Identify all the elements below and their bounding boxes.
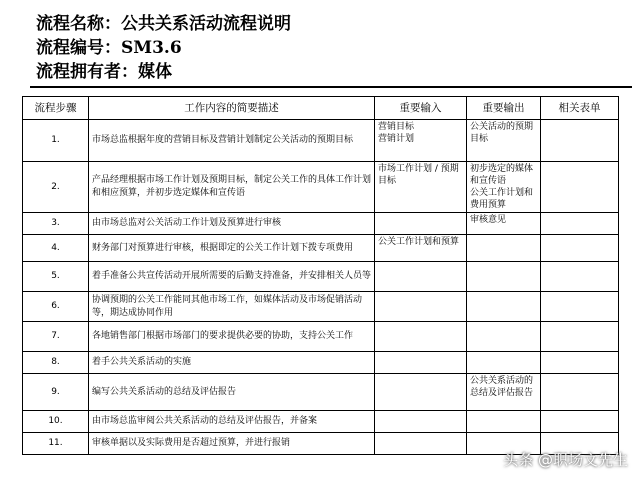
step-forms [541, 262, 619, 292]
step-forms [541, 162, 619, 213]
process-name: 流程名称：公共关系活动流程说明 [36, 14, 291, 34]
step-inputs [375, 411, 467, 433]
output-item: 公关活动的预期目标 [470, 122, 534, 144]
step-number: 8. [23, 352, 89, 374]
step-forms [541, 235, 619, 262]
step-number: 10. [23, 411, 89, 433]
step-outputs [467, 262, 541, 292]
table-row [23, 411, 619, 433]
step-description: 由市场总监审阅公共关系活动的总结及评估报告，并备案 [89, 411, 375, 433]
col-header-forms: 相关表单 [541, 97, 619, 120]
step-inputs [375, 120, 467, 162]
step-description: 由市场总监对公关活动工作计划及预算进行审核 [89, 213, 375, 235]
table-row [23, 120, 619, 162]
step-description: 审核单据以及实际费用是否超过预算，并进行报销 [89, 433, 375, 455]
step-description: 编写公共关系活动的总结及评估报告 [89, 374, 375, 411]
step-inputs [375, 322, 467, 352]
document-header [36, 12, 291, 84]
step-inputs [375, 213, 467, 235]
step-forms [541, 352, 619, 374]
table-row [23, 292, 619, 322]
col-header-description: 工作内容的简要描述 [89, 97, 375, 120]
watermark: 头条 @职场文先生 [503, 451, 628, 469]
step-description: 协调预期的公关工作能同其他市场工作，如媒体活动及市场促销活动等，期达成协同作用 [89, 292, 375, 322]
step-forms [541, 411, 619, 433]
step-number: 11. [23, 433, 89, 455]
step-outputs [467, 120, 541, 162]
output-item: 审核意见 [470, 215, 507, 225]
step-inputs [375, 162, 467, 213]
step-outputs [467, 162, 541, 213]
step-number: 4. [23, 235, 89, 262]
col-header-input: 重要输入 [375, 97, 467, 120]
header-divider [30, 86, 632, 88]
table-row [23, 374, 619, 411]
step-inputs [375, 352, 467, 374]
step-forms [541, 322, 619, 352]
step-inputs [375, 292, 467, 322]
table-row [23, 262, 619, 292]
col-header-step: 流程步骤 [23, 97, 89, 120]
step-number: 2. [23, 162, 89, 213]
process-table [22, 96, 619, 455]
input-item: 市场工作计划 / 预期目标 [378, 164, 459, 186]
step-description: 市场总监根据年度的营销目标及营销计划制定公关活动的预期目标 [89, 120, 375, 162]
table-row [23, 352, 619, 374]
step-forms [541, 120, 619, 162]
step-outputs [467, 374, 541, 411]
input-item: 营销目标 [378, 122, 415, 132]
step-inputs [375, 374, 467, 411]
step-description: 着手公共关系活动的实施 [89, 352, 375, 374]
step-description: 财务部门对预算进行审核，根据即定的公关工作计划下拨专项费用 [89, 235, 375, 262]
step-outputs [467, 213, 541, 235]
table-row [23, 235, 619, 262]
step-description: 各地销售部门根据市场部门的要求提供必要的协助，支持公关工作 [89, 322, 375, 352]
step-outputs [467, 411, 541, 433]
step-outputs [467, 235, 541, 262]
step-forms [541, 213, 619, 235]
step-number: 3. [23, 213, 89, 235]
step-outputs [467, 352, 541, 374]
step-number: 6. [23, 292, 89, 322]
table-header-row [23, 97, 619, 120]
output-item: 初步选定的媒体和宣传语 [470, 164, 534, 186]
table-row [23, 213, 619, 235]
step-number: 5. [23, 262, 89, 292]
step-number: 9. [23, 374, 89, 411]
process-owner: 流程拥有者：媒体 [36, 62, 172, 82]
step-inputs [375, 262, 467, 292]
step-description: 产品经理根据市场工作计划及预期目标，制定公关工作的具体工作计划和相应预算，并初步选定媒体和宣传语 [89, 162, 375, 213]
step-number: 7. [23, 322, 89, 352]
process-code: 流程编号：SM3.6 [36, 38, 182, 58]
table-row [23, 162, 619, 213]
table-row [23, 322, 619, 352]
step-outputs [467, 292, 541, 322]
step-description: 着手准备公共宣传活动开展所需要的后勤支持准备，并安排相关人员等 [89, 262, 375, 292]
step-inputs [375, 235, 467, 262]
output-item: 公共关系活动的总结及评估报告 [470, 376, 534, 398]
step-outputs [467, 322, 541, 352]
step-number: 1. [23, 120, 89, 162]
step-forms [541, 374, 619, 411]
step-forms [541, 292, 619, 322]
input-item: 公关工作计划和预算 [378, 237, 460, 247]
output-item: 公关工作计划和费用预算 [470, 188, 534, 210]
step-inputs [375, 433, 467, 455]
col-header-output: 重要输出 [467, 97, 541, 120]
input-item: 营销计划 [378, 134, 415, 144]
